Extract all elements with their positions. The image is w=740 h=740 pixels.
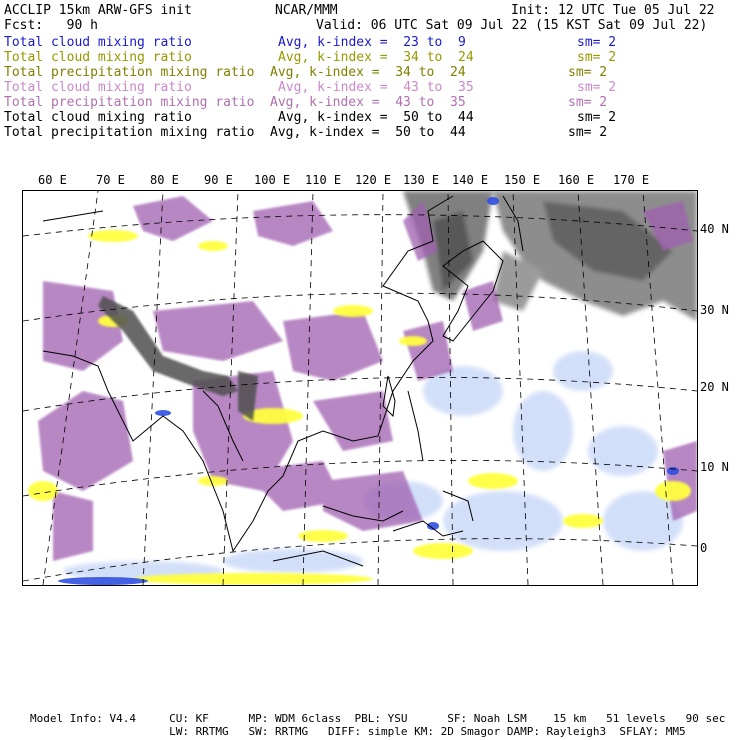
lon-label: 120 E — [355, 173, 392, 187]
lon-label: 90 E — [204, 173, 233, 187]
lon-label: 100 E — [254, 173, 291, 187]
field-avg: Avg, k-index = 43 to 35 — [270, 95, 466, 110]
field-avg: Avg, k-index = 34 to 24 — [270, 65, 466, 80]
field-sm: sm= 2 — [577, 50, 617, 65]
organization-label: NCAR/MMM — [275, 3, 338, 18]
init-time: Init: 12 UTC Tue 05 Jul 22 — [511, 3, 715, 18]
forecast-hour: Fcst: 90 h — [4, 18, 98, 33]
forecast-map — [22, 190, 698, 586]
field-sm: sm= 2 — [568, 95, 608, 110]
field-name: Total cloud mixing ratio — [4, 50, 192, 65]
lon-label: 80 E — [150, 173, 179, 187]
field-avg: Avg, k-index = 43 to 35 — [278, 80, 474, 95]
lon-label: 160 E — [558, 173, 595, 187]
field-avg: Avg, k-index = 50 to 44 — [270, 125, 466, 140]
field-sm: sm= 2 — [577, 35, 617, 50]
field-sm: sm= 2 — [577, 110, 617, 125]
map-canvas — [23, 191, 697, 585]
lon-label: 130 E — [403, 173, 440, 187]
field-avg: Avg, k-index = 50 to 44 — [278, 110, 474, 125]
field-avg: Avg, k-index = 34 to 24 — [278, 50, 474, 65]
field-sm: sm= 2 — [577, 80, 617, 95]
field-name: Total cloud mixing ratio — [4, 110, 192, 125]
field-sm: sm= 2 — [568, 125, 608, 140]
model-info-line-2: LW: RRTMG SW: RRTMG DIFF: simple KM: 2D Smagor DAMP: Rayleigh3 SFLAY: MM5 — [30, 725, 686, 738]
lon-label: 70 E — [96, 173, 125, 187]
lon-label: 110 E — [305, 173, 342, 187]
lon-label: 150 E — [504, 173, 541, 187]
lat-label: 20 N — [700, 380, 729, 394]
lat-label: 40 N — [700, 222, 729, 236]
lat-label: 0 — [700, 541, 708, 555]
lon-label: 170 E — [613, 173, 650, 187]
valid-time: Valid: 06 UTC Sat 09 Jul 22 (15 KST Sat 09 Jul 22) — [316, 18, 708, 33]
model-info-line-1: Model Info: V4.4 CU: KF MP: WDM 6class PBL: YSU SF: Noah LSM 15 km 51 levels 90 sec — [30, 712, 726, 725]
field-sm: sm= 2 — [568, 65, 608, 80]
field-name: Total cloud mixing ratio — [4, 80, 192, 95]
field-avg: Avg, k-index = 23 to 9 — [278, 35, 466, 50]
lat-label: 30 N — [700, 303, 729, 317]
lon-label: 140 E — [452, 173, 489, 187]
field-name: Total precipitation mixing ratio — [4, 95, 255, 110]
field-name: Total precipitation mixing ratio — [4, 65, 255, 80]
field-name: Total precipitation mixing ratio — [4, 125, 255, 140]
map-title: ACCLIP 15km ARW-GFS init — [4, 3, 192, 18]
field-name: Total cloud mixing ratio — [4, 35, 192, 50]
lon-label: 60 E — [38, 173, 67, 187]
lat-label: 10 N — [700, 460, 729, 474]
